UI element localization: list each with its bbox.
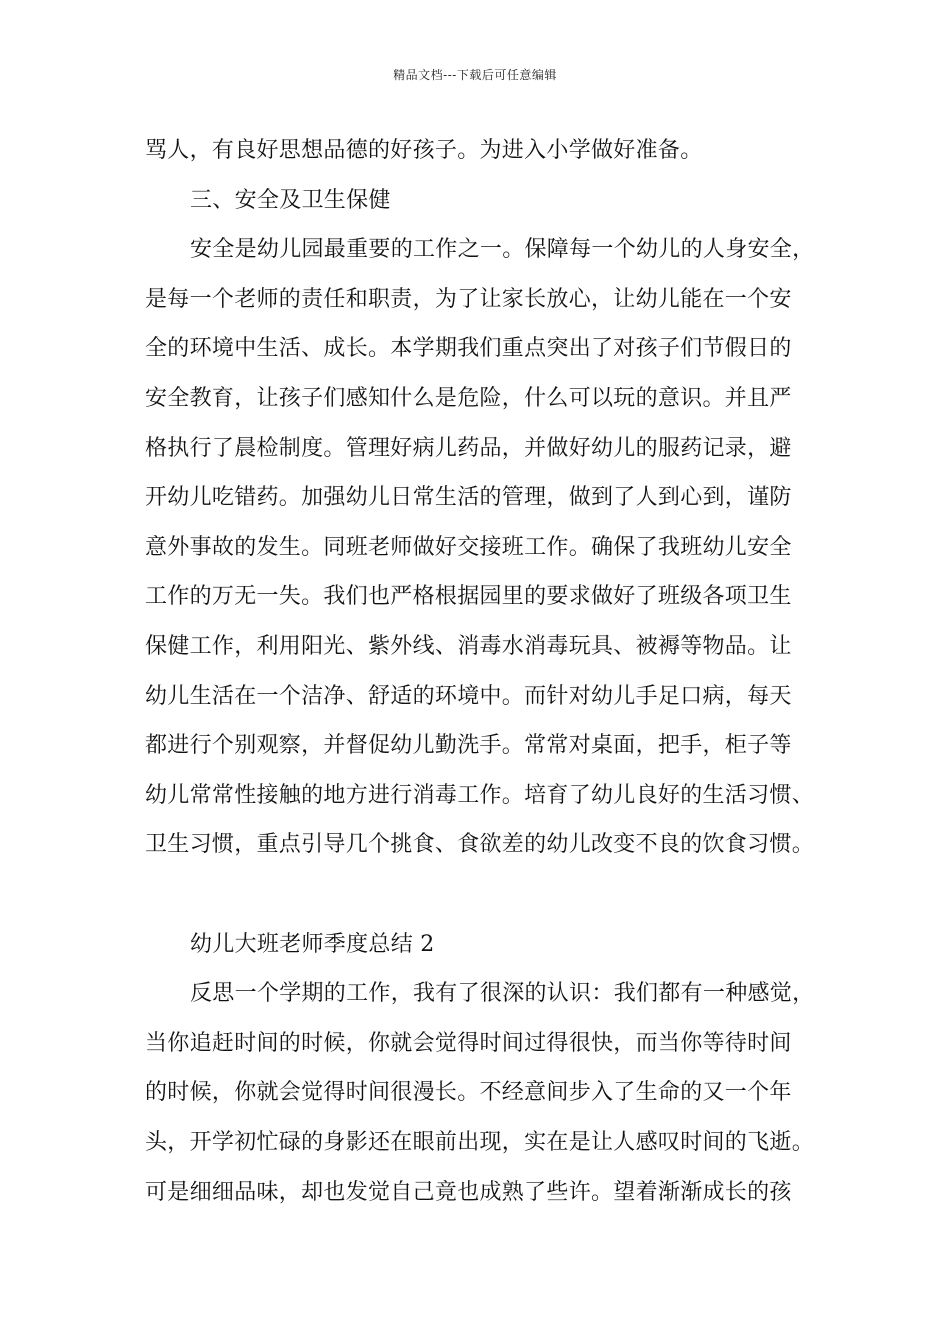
text-line: 头，开学初忙碌的身影还在眼前出现，实在是让人感叹时间的飞逝。 — [145, 1130, 815, 1155]
text-line: 骂人，有良好思想品德的好孩子。为进入小学做好准备。 — [145, 138, 703, 163]
text-line: 反思一个学期的工作，我有了很深的认识：我们都有一种感觉， — [190, 981, 815, 1007]
text-line: 是每一个老师的责任和职责，为了让家长放心，让幼儿能在一个安 — [145, 286, 792, 312]
text-line: 格执行了晨检制度。管理好病儿药品，并做好幼儿的服药记录，避 — [145, 435, 792, 461]
text-line: 全的环境中生活、成长。本学期我们重点突出了对孩子们节假日的 — [145, 336, 792, 362]
text-line: 意外事故的发生。同班老师做好交接班工作。确保了我班幼儿安全 — [145, 534, 792, 560]
text-line: 当你追赶时间的时候，你就会觉得时间过得很快，而当你等待时间 — [145, 1030, 792, 1056]
text-line: 开幼儿吃错药。加强幼儿日常生活的管理，做到了人到心到，谨防 — [145, 485, 792, 511]
page-header: 精品文档---下载后可任意编辑 — [393, 68, 557, 82]
text-line: 的时候，你就会觉得时间很漫长。不经意间步入了生命的又一个年 — [145, 1080, 792, 1106]
text-line: 可是细细品味，却也发觉自己竟也成熟了些许。望着渐渐成长的孩 — [145, 1179, 792, 1205]
text-line: 保健工作，利用阳光、紫外线、消毒水消毒玩具、被褥等物品。让 — [145, 634, 792, 659]
text-line: 安全是幼儿园最重要的工作之一。保障每一个幼儿的人身安全， — [190, 237, 815, 263]
text-line: 幼儿常常性接触的地方进行消毒工作。培育了幼儿良好的生活习惯、 — [145, 782, 815, 808]
text-line: 工作的万无一失。我们也严格根据园里的要求做好了班级各项卫生 — [145, 584, 792, 610]
text-line: 幼儿生活在一个洁净、舒适的环境中。而针对幼儿手足口病，每天 — [145, 683, 792, 709]
text-line: 卫生习惯，重点引导几个挑食、食欲差的幼儿改变不良的饮食习惯。 — [145, 832, 815, 858]
text-line: 都进行个别观察，并督促幼儿勤洗手。常常对桌面，把手，柜子等 — [145, 733, 792, 759]
text-line: 三、安全及卫生保健 — [190, 187, 391, 213]
text-line: 安全教育，让孩子们感知什么是危险，什么可以玩的意识。并且严 — [145, 386, 792, 411]
text-line: 幼儿大班老师季度总结 2 — [190, 931, 435, 957]
